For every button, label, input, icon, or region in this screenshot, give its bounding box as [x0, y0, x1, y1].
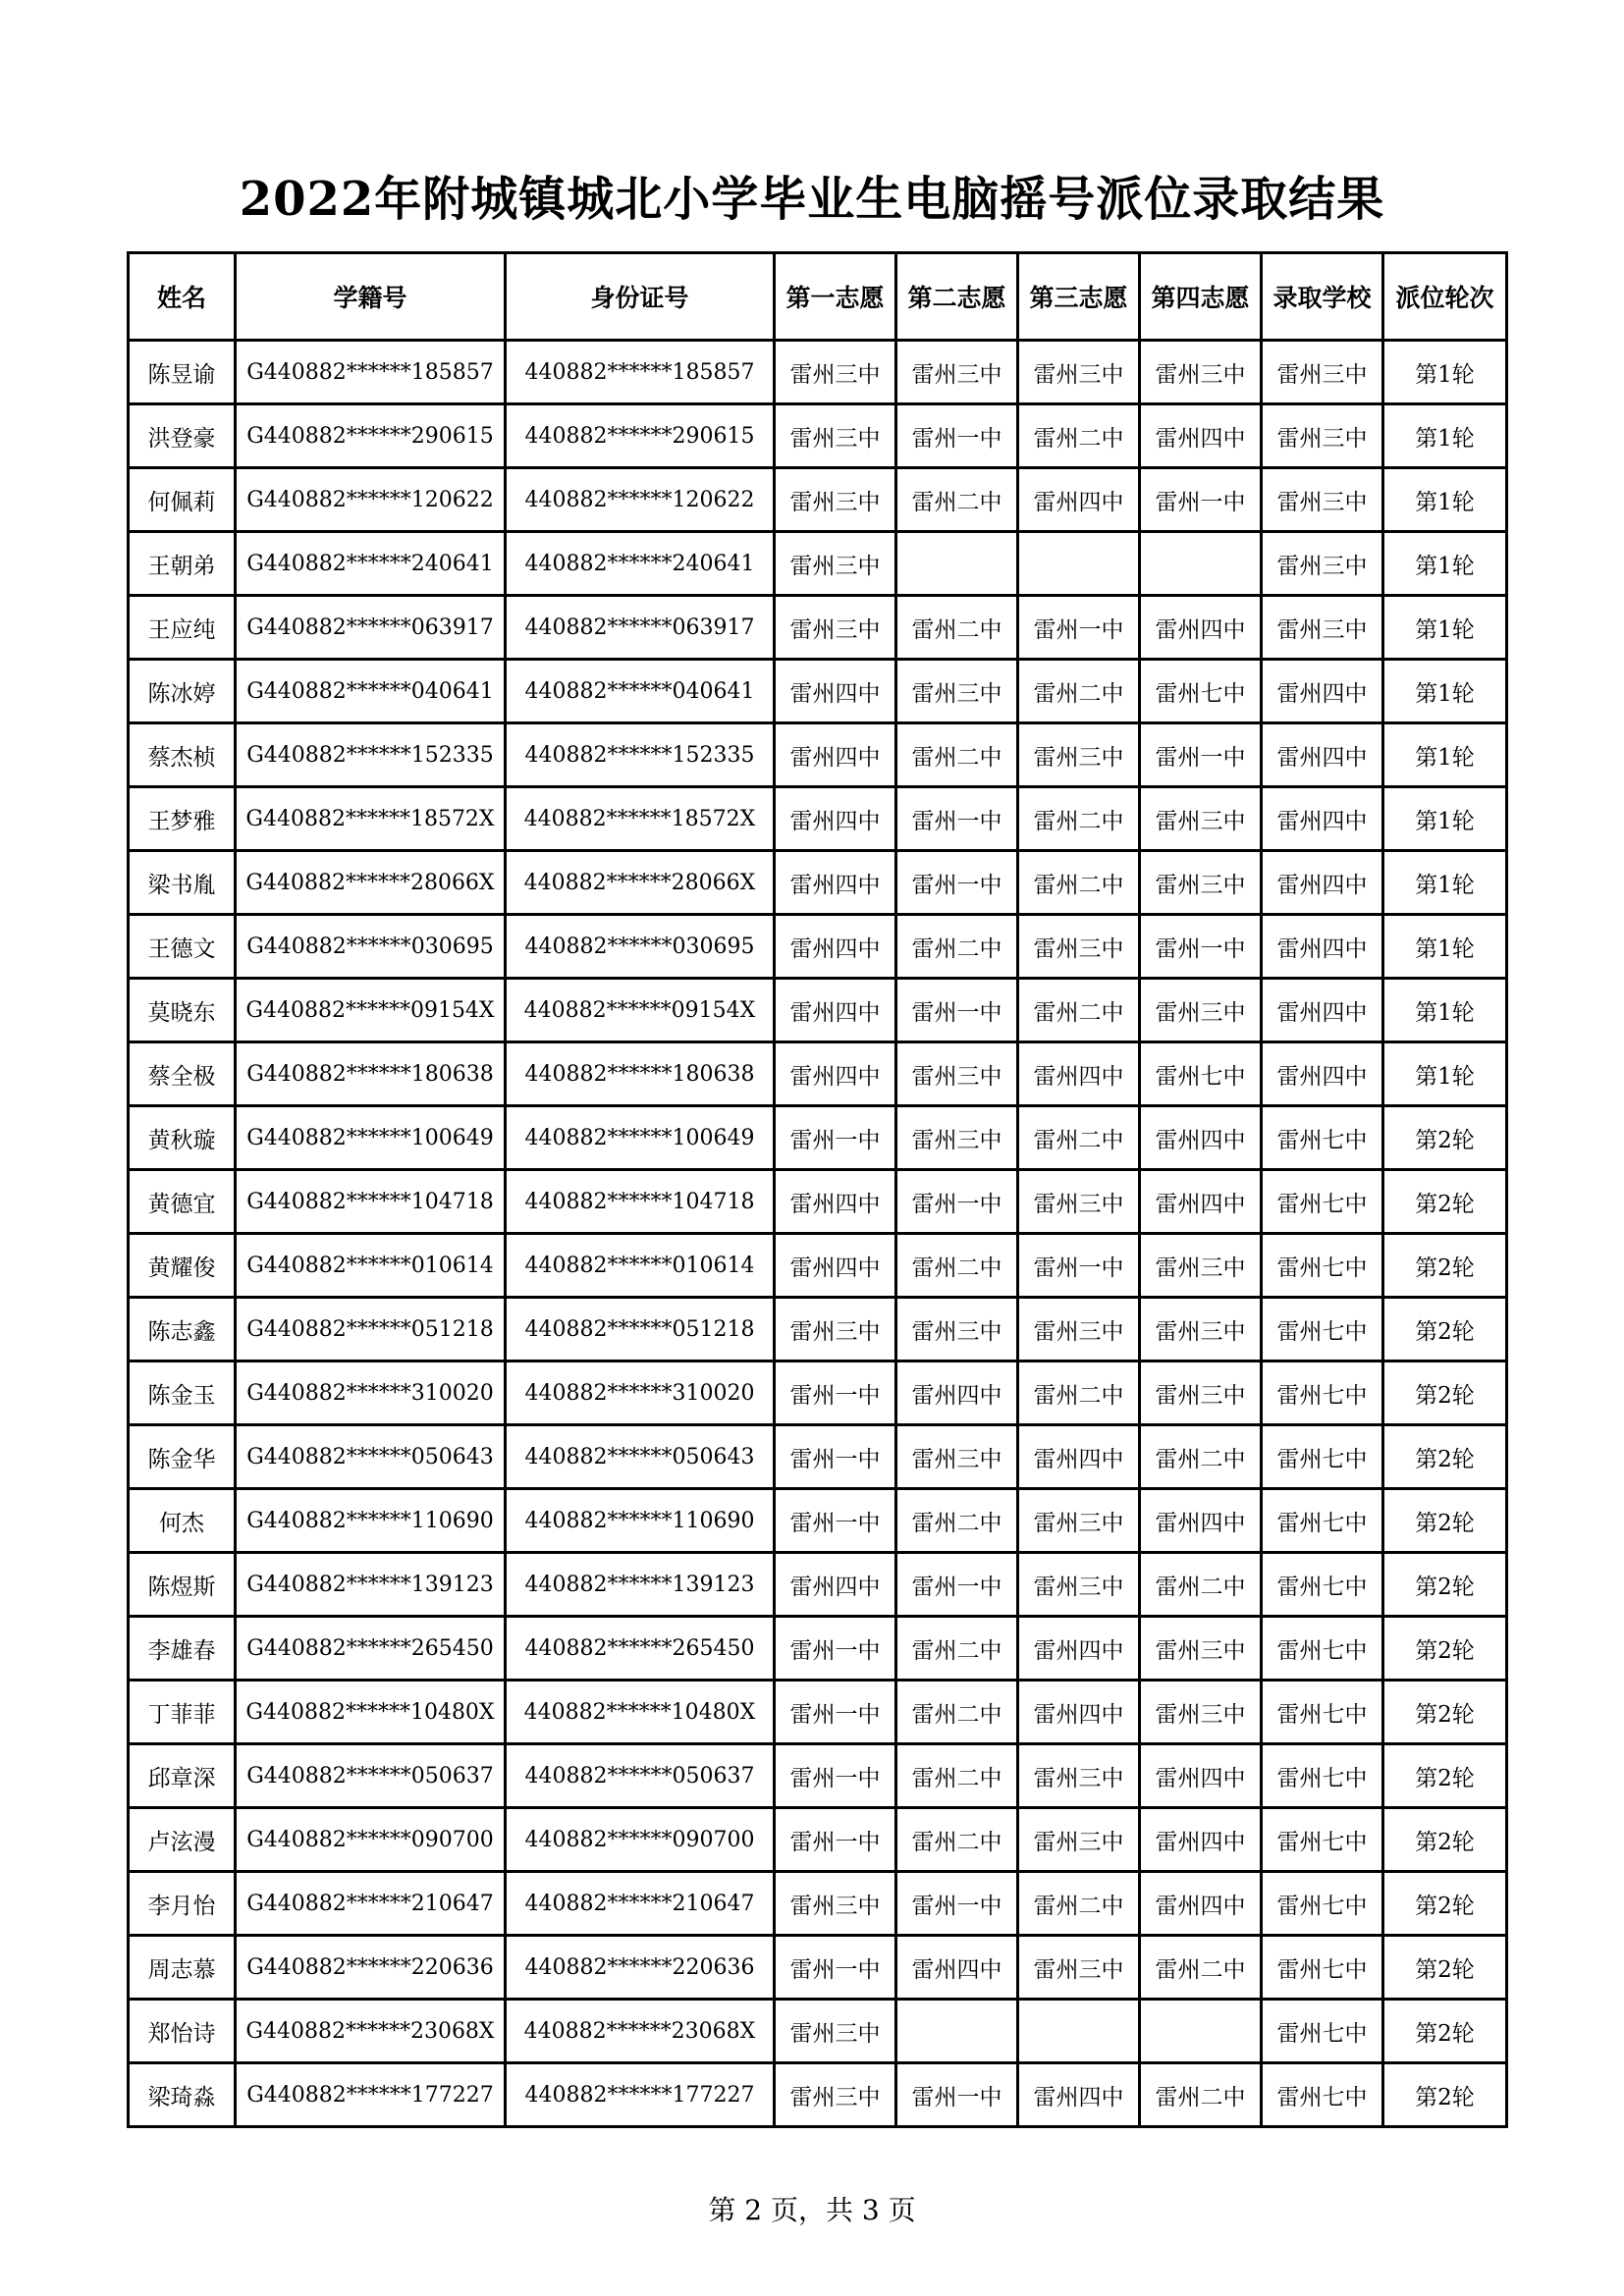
cell-round: 第2轮 [1383, 1744, 1507, 1808]
cell-id-card: 440882******09154X [506, 979, 775, 1042]
table-row [129, 979, 1507, 1042]
cell-student-id: G440882******110690 [236, 1489, 506, 1553]
cell-student-id: G440882******310020 [236, 1362, 506, 1425]
cell-choice-2: 雷州一中 [896, 851, 1018, 915]
cell-admitted-school: 雷州四中 [1262, 787, 1383, 851]
cell-student-id: G440882******104718 [236, 1170, 506, 1234]
cell-choice-1: 雷州三中 [775, 1872, 896, 1936]
cell-choice-1: 雷州三中 [775, 2000, 896, 2063]
cell-admitted-school: 雷州七中 [1262, 1553, 1383, 1617]
cell-choice-1: 雷州三中 [775, 468, 896, 532]
cell-name: 洪登豪 [129, 404, 236, 468]
cell-name: 陈昱谕 [129, 341, 236, 404]
cell-choice-2: 雷州二中 [896, 1808, 1018, 1872]
table-row [129, 660, 1507, 723]
cell-round: 第2轮 [1383, 1808, 1507, 1872]
cell-choice-3: 雷州二中 [1018, 979, 1140, 1042]
cell-choice-4: 雷州四中 [1140, 404, 1262, 468]
cell-admitted-school: 雷州七中 [1262, 1106, 1383, 1170]
cell-round: 第2轮 [1383, 1170, 1507, 1234]
cell-admitted-school: 雷州三中 [1262, 596, 1383, 660]
cell-choice-2: 雷州二中 [896, 1234, 1018, 1298]
cell-choice-2: 雷州二中 [896, 468, 1018, 532]
cell-student-id: G440882******18572X [236, 787, 506, 851]
cell-round: 第2轮 [1383, 1298, 1507, 1362]
cell-choice-3: 雷州二中 [1018, 851, 1140, 915]
cell-round: 第1轮 [1383, 596, 1507, 660]
cell-id-card: 440882******185857 [506, 341, 775, 404]
cell-id-card: 440882******139123 [506, 1553, 775, 1617]
cell-student-id: G440882******09154X [236, 979, 506, 1042]
table-row [129, 596, 1507, 660]
cell-choice-1: 雷州三中 [775, 2063, 896, 2127]
table-row [129, 532, 1507, 596]
cell-choice-2: 雷州一中 [896, 2063, 1018, 2127]
cell-id-card: 440882******040641 [506, 660, 775, 723]
cell-name: 何杰 [129, 1489, 236, 1553]
table-row [129, 787, 1507, 851]
cell-round: 第2轮 [1383, 1106, 1507, 1170]
cell-name: 邱章深 [129, 1744, 236, 1808]
cell-choice-2: 雷州四中 [896, 1362, 1018, 1425]
cell-student-id: G440882******220636 [236, 1936, 506, 2000]
cell-name: 王梦雅 [129, 787, 236, 851]
cell-choice-3: 雷州三中 [1018, 1744, 1140, 1808]
cell-id-card: 440882******180638 [506, 1042, 775, 1106]
cell-choice-2: 雷州一中 [896, 979, 1018, 1042]
page-number-footer: 第 2 页，共 3 页 [708, 2194, 916, 2226]
table-row [129, 1042, 1507, 1106]
table-row [129, 915, 1507, 979]
cell-name: 陈金玉 [129, 1362, 236, 1425]
cell-student-id: G440882******051218 [236, 1298, 506, 1362]
cell-choice-3: 雷州三中 [1018, 1808, 1140, 1872]
cell-admitted-school: 雷州七中 [1262, 2000, 1383, 2063]
cell-choice-1: 雷州一中 [775, 1936, 896, 2000]
cell-choice-2: 雷州一中 [896, 1872, 1018, 1936]
cell-round: 第2轮 [1383, 1362, 1507, 1425]
cell-round: 第2轮 [1383, 2063, 1507, 2127]
cell-choice-1: 雷州一中 [775, 1425, 896, 1489]
cell-choice-3: 雷州三中 [1018, 1298, 1140, 1362]
cell-id-card: 440882******090700 [506, 1808, 775, 1872]
cell-round: 第1轮 [1383, 468, 1507, 532]
cell-round: 第1轮 [1383, 341, 1507, 404]
cell-admitted-school: 雷州三中 [1262, 468, 1383, 532]
table-row [129, 1744, 1507, 1808]
cell-choice-3: 雷州三中 [1018, 1489, 1140, 1553]
cell-choice-3: 雷州四中 [1018, 468, 1140, 532]
cell-name: 王应纯 [129, 596, 236, 660]
cell-choice-1: 雷州四中 [775, 723, 896, 787]
cell-choice-4: 雷州二中 [1140, 1425, 1262, 1489]
cell-admitted-school: 雷州七中 [1262, 1170, 1383, 1234]
cell-round: 第2轮 [1383, 1617, 1507, 1681]
cell-choice-4: 雷州三中 [1140, 341, 1262, 404]
table-row [129, 723, 1507, 787]
cell-name: 黄耀俊 [129, 1234, 236, 1298]
cell-choice-4: 雷州三中 [1140, 1681, 1262, 1744]
cell-choice-1: 雷州四中 [775, 915, 896, 979]
cell-id-card: 440882******110690 [506, 1489, 775, 1553]
cell-choice-3 [1018, 2000, 1140, 2063]
cell-id-card: 440882******10480X [506, 1681, 775, 1744]
cell-admitted-school: 雷州四中 [1262, 979, 1383, 1042]
cell-choice-2: 雷州三中 [896, 1042, 1018, 1106]
document-title: 2022年附城镇城北小学毕业生电脑摇号派位录取结果 [239, 172, 1385, 227]
cell-admitted-school: 雷州七中 [1262, 1808, 1383, 1872]
cell-choice-3: 雷州四中 [1018, 1425, 1140, 1489]
cell-choice-1: 雷州一中 [775, 1617, 896, 1681]
cell-choice-2: 雷州一中 [896, 1553, 1018, 1617]
cell-choice-1: 雷州一中 [775, 1744, 896, 1808]
cell-round: 第2轮 [1383, 1553, 1507, 1617]
cell-choice-1: 雷州一中 [775, 1808, 896, 1872]
cell-choice-2: 雷州三中 [896, 1106, 1018, 1170]
cell-student-id: G440882******139123 [236, 1553, 506, 1617]
cell-name: 郑怡诗 [129, 2000, 236, 2063]
cell-choice-2: 雷州二中 [896, 1744, 1018, 1808]
cell-admitted-school: 雷州七中 [1262, 1298, 1383, 1362]
cell-choice-2: 雷州四中 [896, 1936, 1018, 2000]
cell-id-card: 440882******177227 [506, 2063, 775, 2127]
cell-round: 第2轮 [1383, 1872, 1507, 1936]
cell-choice-3: 雷州二中 [1018, 1872, 1140, 1936]
cell-id-card: 440882******310020 [506, 1362, 775, 1425]
cell-student-id: G440882******185857 [236, 341, 506, 404]
cell-choice-3: 雷州四中 [1018, 2063, 1140, 2127]
cell-round: 第2轮 [1383, 2000, 1507, 2063]
cell-choice-3: 雷州二中 [1018, 404, 1140, 468]
cell-admitted-school: 雷州三中 [1262, 532, 1383, 596]
cell-admitted-school: 雷州七中 [1262, 2063, 1383, 2127]
cell-choice-2: 雷州三中 [896, 341, 1018, 404]
cell-student-id: G440882******10480X [236, 1681, 506, 1744]
table-row [129, 1234, 1507, 1298]
cell-choice-1: 雷州四中 [775, 851, 896, 915]
cell-admitted-school: 雷州四中 [1262, 1042, 1383, 1106]
cell-admitted-school: 雷州四中 [1262, 851, 1383, 915]
cell-student-id: G440882******040641 [236, 660, 506, 723]
cell-choice-3: 雷州四中 [1018, 1617, 1140, 1681]
cell-choice-1: 雷州一中 [775, 1681, 896, 1744]
cell-id-card: 440882******265450 [506, 1617, 775, 1681]
header-name: 姓名 [129, 253, 236, 341]
cell-choice-4: 雷州四中 [1140, 1744, 1262, 1808]
cell-choice-1: 雷州一中 [775, 1362, 896, 1425]
cell-choice-2: 雷州二中 [896, 915, 1018, 979]
cell-choice-4: 雷州四中 [1140, 1808, 1262, 1872]
header-choice-1: 第一志愿 [775, 253, 896, 341]
cell-round: 第1轮 [1383, 787, 1507, 851]
cell-choice-4: 雷州二中 [1140, 2063, 1262, 2127]
cell-choice-3: 雷州二中 [1018, 1106, 1140, 1170]
cell-choice-1: 雷州四中 [775, 1170, 896, 1234]
table-body [129, 341, 1507, 2127]
cell-choice-4: 雷州四中 [1140, 1106, 1262, 1170]
cell-choice-3: 雷州四中 [1018, 1681, 1140, 1744]
header-admitted-school: 录取学校 [1262, 253, 1383, 341]
table-row [129, 1362, 1507, 1425]
cell-choice-2: 雷州一中 [896, 787, 1018, 851]
cell-choice-4: 雷州四中 [1140, 596, 1262, 660]
cell-name: 陈煜斯 [129, 1553, 236, 1617]
cell-round: 第1轮 [1383, 915, 1507, 979]
cell-choice-4: 雷州四中 [1140, 1872, 1262, 1936]
cell-choice-1: 雷州三中 [775, 1298, 896, 1362]
cell-student-id: G440882******28066X [236, 851, 506, 915]
cell-admitted-school: 雷州四中 [1262, 723, 1383, 787]
cell-admitted-school: 雷州七中 [1262, 1936, 1383, 2000]
cell-choice-4: 雷州二中 [1140, 1936, 1262, 2000]
cell-round: 第1轮 [1383, 1042, 1507, 1106]
cell-choice-2: 雷州三中 [896, 660, 1018, 723]
cell-admitted-school: 雷州七中 [1262, 1744, 1383, 1808]
cell-admitted-school: 雷州七中 [1262, 1489, 1383, 1553]
cell-choice-2: 雷州二中 [896, 723, 1018, 787]
cell-id-card: 440882******28066X [506, 851, 775, 915]
cell-choice-4: 雷州三中 [1140, 1362, 1262, 1425]
cell-admitted-school: 雷州三中 [1262, 404, 1383, 468]
cell-admitted-school: 雷州三中 [1262, 341, 1383, 404]
cell-name: 丁菲菲 [129, 1681, 236, 1744]
cell-choice-1: 雷州四中 [775, 1234, 896, 1298]
cell-id-card: 440882******030695 [506, 915, 775, 979]
header-choice-3: 第三志愿 [1018, 253, 1140, 341]
cell-student-id: G440882******177227 [236, 2063, 506, 2127]
table-row [129, 1425, 1507, 1489]
cell-id-card: 440882******240641 [506, 532, 775, 596]
cell-choice-3 [1018, 532, 1140, 596]
cell-round: 第2轮 [1383, 1425, 1507, 1489]
cell-choice-2: 雷州一中 [896, 404, 1018, 468]
cell-name: 蔡杰桢 [129, 723, 236, 787]
cell-student-id: G440882******120622 [236, 468, 506, 532]
cell-round: 第1轮 [1383, 404, 1507, 468]
admission-results-table [127, 251, 1508, 2128]
cell-choice-4: 雷州三中 [1140, 851, 1262, 915]
cell-student-id: G440882******152335 [236, 723, 506, 787]
cell-name: 陈金华 [129, 1425, 236, 1489]
cell-choice-2: 雷州三中 [896, 1298, 1018, 1362]
cell-choice-3: 雷州三中 [1018, 1553, 1140, 1617]
cell-name: 何佩莉 [129, 468, 236, 532]
cell-round: 第1轮 [1383, 979, 1507, 1042]
table-row [129, 2000, 1507, 2063]
cell-student-id: G440882******290615 [236, 404, 506, 468]
cell-choice-4: 雷州三中 [1140, 1234, 1262, 1298]
cell-name: 黄秋璇 [129, 1106, 236, 1170]
cell-choice-1: 雷州四中 [775, 787, 896, 851]
table-row [129, 1681, 1507, 1744]
table-row [129, 1106, 1507, 1170]
cell-id-card: 440882******063917 [506, 596, 775, 660]
cell-name: 李雄春 [129, 1617, 236, 1681]
cell-id-card: 440882******010614 [506, 1234, 775, 1298]
cell-id-card: 440882******104718 [506, 1170, 775, 1234]
table-row [129, 1872, 1507, 1936]
cell-name: 蔡全极 [129, 1042, 236, 1106]
cell-choice-1: 雷州四中 [775, 979, 896, 1042]
cell-choice-2: 雷州三中 [896, 1425, 1018, 1489]
cell-choice-3: 雷州三中 [1018, 341, 1140, 404]
table-row [129, 2063, 1507, 2127]
cell-choice-1: 雷州一中 [775, 1489, 896, 1553]
cell-id-card: 440882******050643 [506, 1425, 775, 1489]
cell-admitted-school: 雷州七中 [1262, 1234, 1383, 1298]
header-student-id: 学籍号 [236, 253, 506, 341]
table-row [129, 1489, 1507, 1553]
cell-round: 第1轮 [1383, 532, 1507, 596]
cell-id-card: 440882******152335 [506, 723, 775, 787]
cell-choice-4: 雷州三中 [1140, 979, 1262, 1042]
cell-choice-1: 雷州三中 [775, 596, 896, 660]
table-row [129, 851, 1507, 915]
cell-admitted-school: 雷州四中 [1262, 660, 1383, 723]
header-id-card: 身份证号 [506, 253, 775, 341]
cell-student-id: G440882******050643 [236, 1425, 506, 1489]
cell-choice-3: 雷州三中 [1018, 1170, 1140, 1234]
cell-id-card: 440882******23068X [506, 2000, 775, 2063]
cell-choice-1: 雷州三中 [775, 341, 896, 404]
cell-choice-1: 雷州一中 [775, 1106, 896, 1170]
cell-choice-4: 雷州七中 [1140, 660, 1262, 723]
cell-id-card: 440882******100649 [506, 1106, 775, 1170]
cell-round: 第2轮 [1383, 1936, 1507, 2000]
table-row [129, 341, 1507, 404]
cell-student-id: G440882******23068X [236, 2000, 506, 2063]
cell-choice-4: 雷州二中 [1140, 1553, 1262, 1617]
cell-id-card: 440882******210647 [506, 1872, 775, 1936]
cell-name: 莫晓东 [129, 979, 236, 1042]
cell-name: 陈志鑫 [129, 1298, 236, 1362]
cell-choice-3: 雷州三中 [1018, 1936, 1140, 2000]
cell-choice-4: 雷州四中 [1140, 1170, 1262, 1234]
cell-choice-3: 雷州一中 [1018, 1234, 1140, 1298]
cell-choice-4: 雷州一中 [1140, 915, 1262, 979]
cell-id-card: 440882******050637 [506, 1744, 775, 1808]
cell-choice-1: 雷州三中 [775, 404, 896, 468]
cell-choice-2: 雷州一中 [896, 1170, 1018, 1234]
cell-student-id: G440882******030695 [236, 915, 506, 979]
cell-student-id: G440882******240641 [236, 532, 506, 596]
table-row [129, 468, 1507, 532]
cell-choice-4: 雷州七中 [1140, 1042, 1262, 1106]
cell-admitted-school: 雷州七中 [1262, 1362, 1383, 1425]
table-row [129, 1553, 1507, 1617]
cell-admitted-school: 雷州七中 [1262, 1425, 1383, 1489]
cell-round: 第1轮 [1383, 660, 1507, 723]
header-row [129, 253, 1507, 341]
cell-choice-3: 雷州三中 [1018, 915, 1140, 979]
cell-name: 王德文 [129, 915, 236, 979]
table-row [129, 1298, 1507, 1362]
cell-student-id: G440882******090700 [236, 1808, 506, 1872]
cell-choice-4: 雷州四中 [1140, 1489, 1262, 1553]
cell-choice-4: 雷州三中 [1140, 1298, 1262, 1362]
cell-name: 王朝弟 [129, 532, 236, 596]
cell-student-id: G440882******265450 [236, 1617, 506, 1681]
cell-student-id: G440882******063917 [236, 596, 506, 660]
cell-admitted-school: 雷州七中 [1262, 1681, 1383, 1744]
cell-choice-4 [1140, 2000, 1262, 2063]
cell-name: 黄德宜 [129, 1170, 236, 1234]
cell-student-id: G440882******010614 [236, 1234, 506, 1298]
cell-choice-4 [1140, 532, 1262, 596]
table-header [129, 253, 1507, 341]
cell-choice-3: 雷州二中 [1018, 1362, 1140, 1425]
cell-choice-3: 雷州三中 [1018, 723, 1140, 787]
cell-student-id: G440882******210647 [236, 1872, 506, 1936]
table-row [129, 1936, 1507, 2000]
cell-choice-2: 雷州二中 [896, 1681, 1018, 1744]
table-row [129, 1617, 1507, 1681]
cell-name: 梁书胤 [129, 851, 236, 915]
table-row [129, 404, 1507, 468]
cell-admitted-school: 雷州四中 [1262, 915, 1383, 979]
cell-student-id: G440882******180638 [236, 1042, 506, 1106]
cell-choice-1: 雷州四中 [775, 660, 896, 723]
cell-choice-1: 雷州三中 [775, 532, 896, 596]
cell-name: 梁琦淼 [129, 2063, 236, 2127]
cell-name: 卢泫漫 [129, 1808, 236, 1872]
cell-round: 第2轮 [1383, 1681, 1507, 1744]
cell-student-id: G440882******050637 [236, 1744, 506, 1808]
cell-id-card: 440882******18572X [506, 787, 775, 851]
table-row [129, 1808, 1507, 1872]
cell-name: 李月怡 [129, 1872, 236, 1936]
cell-choice-4: 雷州三中 [1140, 1617, 1262, 1681]
cell-name: 陈冰婷 [129, 660, 236, 723]
table-row [129, 1170, 1507, 1234]
cell-choice-3: 雷州四中 [1018, 1042, 1140, 1106]
cell-choice-3: 雷州一中 [1018, 596, 1140, 660]
cell-choice-4: 雷州三中 [1140, 787, 1262, 851]
cell-round: 第2轮 [1383, 1489, 1507, 1553]
cell-name: 周志慕 [129, 1936, 236, 2000]
cell-id-card: 440882******290615 [506, 404, 775, 468]
cell-choice-2 [896, 532, 1018, 596]
header-choice-4: 第四志愿 [1140, 253, 1262, 341]
cell-id-card: 440882******220636 [506, 1936, 775, 2000]
cell-choice-3: 雷州二中 [1018, 660, 1140, 723]
cell-id-card: 440882******051218 [506, 1298, 775, 1362]
header-choice-2: 第二志愿 [896, 253, 1018, 341]
cell-round: 第1轮 [1383, 723, 1507, 787]
cell-admitted-school: 雷州七中 [1262, 1617, 1383, 1681]
cell-choice-2: 雷州二中 [896, 596, 1018, 660]
cell-choice-4: 雷州一中 [1140, 723, 1262, 787]
cell-student-id: G440882******100649 [236, 1106, 506, 1170]
cell-choice-2: 雷州二中 [896, 1617, 1018, 1681]
cell-id-card: 440882******120622 [506, 468, 775, 532]
cell-admitted-school: 雷州七中 [1262, 1872, 1383, 1936]
cell-choice-4: 雷州一中 [1140, 468, 1262, 532]
cell-round: 第1轮 [1383, 851, 1507, 915]
cell-choice-1: 雷州四中 [775, 1553, 896, 1617]
cell-choice-2 [896, 2000, 1018, 2063]
cell-choice-3: 雷州二中 [1018, 787, 1140, 851]
header-round: 派位轮次 [1383, 253, 1507, 341]
cell-choice-1: 雷州四中 [775, 1042, 896, 1106]
cell-round: 第2轮 [1383, 1234, 1507, 1298]
cell-choice-2: 雷州二中 [896, 1489, 1018, 1553]
